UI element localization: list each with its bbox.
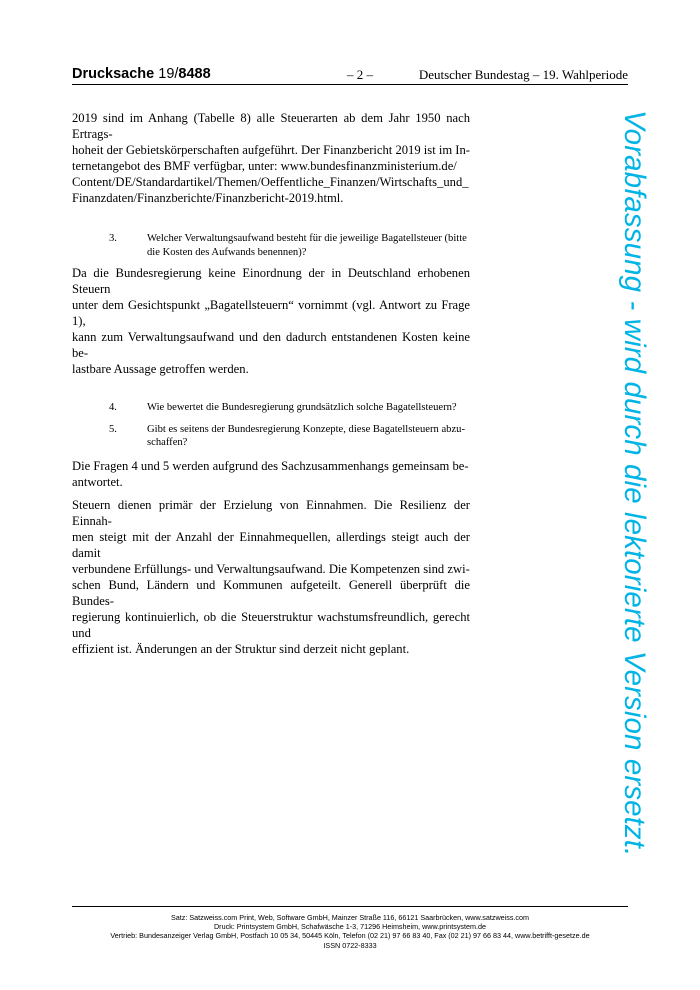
document-id [72,66,211,82]
question-number: 3. [109,233,117,244]
question-text: Gibt es seitens der Bundesregierung Konzepte, diese Bagatellsteuern abzu- schaffen? [147,423,465,448]
page-marker: – 2 – [347,67,373,82]
doc-number: 8488 [178,66,211,82]
watermark-text: Vorabfassung - wird durch die lektorierte Version ersetzt. [618,110,651,857]
footer-typesetting: Satz: Satzweiss.com Print, Web, Software GmbH, Mainzer Straße 116, 66121 Saarbrücken, www.satzweiss.com [170,913,530,922]
question-4 [72,401,470,415]
question-5 [72,423,470,450]
document-body [72,110,470,664]
paragraph-intro: 2019 sind im Anhang (Tabelle 8) alle Steuerarten ab dem Jahr 1950 nach Ertrags- hoheit der Gebietskörperschaften aufgeführt. Der Finanzbericht 2019 ist im In- ternetangebot des BMF verfügbar, unter: www.bundesfinanzministerium.de/ Content/DE/Standardartikel/Themen/Oeffentliche_Finanzen/Wirtschafts_und_ Finanzdaten/Finanzberichte/Finanzbericht-2019.html. [72,111,470,205]
footer-distribution: Vertrieb: Bundesanzeiger Verlag GmbH, Postfach 10 05 34, 50445 Köln, Telefon (02 21) 97 66 83 40, Fax (02 21) 97 66 83 44, www.betrifft-gesetze.de [110,931,590,941]
answer-3: Da die Bundesregierung keine Einordnung der in Deutschland erhobenen Steuern unter dem Gesichtspunkt „Bagatellsteuern“ vornimmt (vgl. Antwort zu Frage 1), kann zum Verwaltungsaufwand und den dadurch entstandenen Kosten keine be- lastbare Aussage getroffen werden. [72,266,470,376]
question-number: 4. [109,402,117,413]
question-text: Wie bewertet die Bundesregierung grundsätzlich solche Bagatellsteuern? [147,402,457,413]
answer-4-5-intro: Die Fragen 4 und 5 werden aufgrund des Sachzusammenhangs gemeinsam be- antwortet. [72,458,469,489]
question-3 [72,232,470,259]
footer-issn: ISSN 0722-8333 [323,940,377,950]
answer-4-5-body: Steuern dienen primär der Erzielung von Einnahmen. Die Resilienz der Einnah- men steigt mit der Anzahl der Einnahmequellen, allerdings steigt auch der damit verbundene Erfüllungs- und Verwaltungsaufwand. Die Kompetenzen sind zwi- schen Bund, Ländern und Kommunen aufgeteilt. Generell überprüft die Bundes- regierung kontinuierlich, ob die Steuerstruktur wachstumsfreundlich, gerecht und effizient ist. Änderungen an der Struktur sind derzeit nicht geplant. [72,497,470,656]
doc-number-prefix: 19/ [158,66,179,82]
page-footer [72,913,628,950]
question-text: Welcher Verwaltungsaufwand besteht für die jeweilige Bagatellsteuer (bitte die Kosten des Aufwands benennen)? [147,233,467,258]
question-number: 5. [109,423,117,435]
page-header [72,66,628,86]
draft-watermark [618,110,689,900]
header-divider [72,84,628,85]
footer-printing: Druck: Printsystem GmbH, Schafwäsche 1-3, 71296 Heimsheim, www.printsystem.de [213,922,487,932]
doc-label: Drucksache [72,66,155,82]
institution-label: Deutscher Bundestag – 19. Wahlperiode [418,67,628,82]
footer-divider [72,906,628,907]
